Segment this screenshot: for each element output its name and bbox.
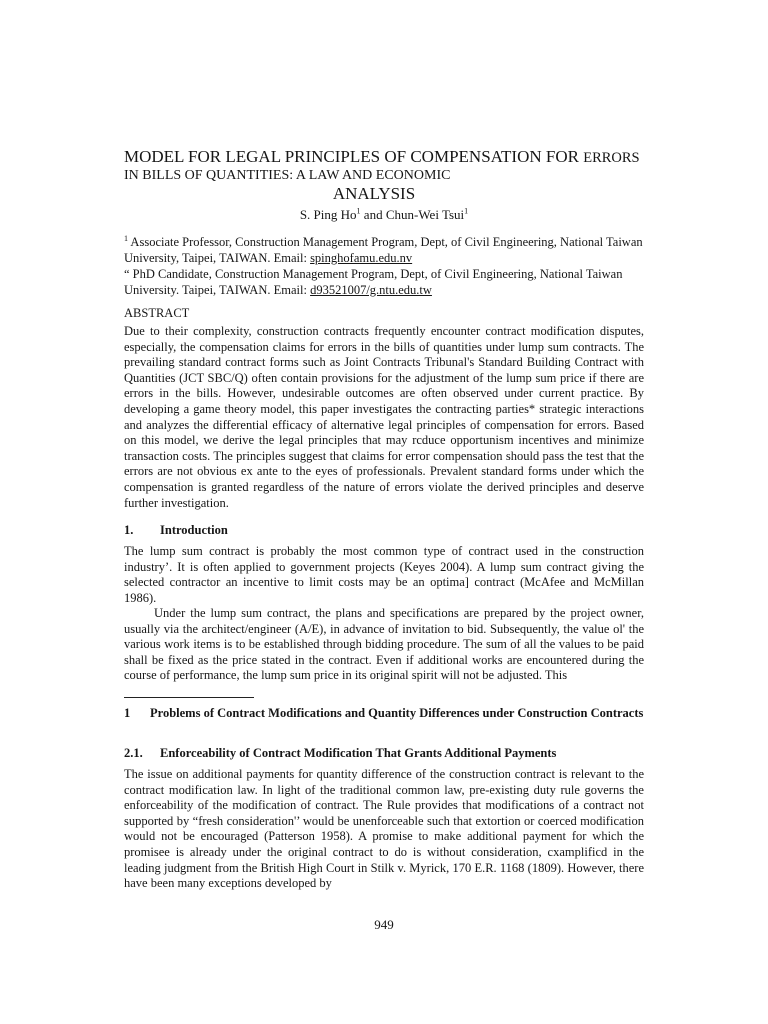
page-number: 949 — [374, 917, 394, 932]
section-1-number: 1. — [124, 523, 134, 537]
author-joiner: and — [360, 207, 386, 222]
title-line-1-main: MODEL FOR LEGAL PRINCIPLES OF COMPENSATION FOR — [124, 147, 579, 166]
section-1-paragraph-2: Under the lump sum contract, the plans and specifications are prepared by the project owner, usually via the architect/engineer (A/E), in advance of invitation to bid. Subsequently, the value ol' the various work items is to be established through bidding procedure. The sum of all the values to be paid shall be fixed as the price stated in the contract. Even if additional works are encountered during the course of performance, the lump sum price in its original spirit will not be adjusted. This — [124, 606, 644, 683]
abstract-text: Due to their complexity, construction contracts frequently encounter contract modification disputes, especially, the compensation claims for errors in the bills of quantities under lump sum contracts. The prevailing standard contract forms such as Joint Contracts Tribunal's Standard Building Contract with Quantities (JCT SBC/Q) often contain provisions for the adjustment of the lump sum price if there are errors in the bills. However, undesirable outcomes are often observed under current practice. By developing a game theory model, this paper investigates the contracting parties* strategic interactions and analyzes the differential efficacy of alternative legal principles of compensation for errors. Based on this model, we derive the legal principles that may rcduce opportunism incentives and minimize transaction costs. The principles suggest that claims for error compensation should pass the test that the errors are not obvious ex ante to the eyes of professionals. Prevalent standard forms under which the compensation is granted regardless of the nature of errors violate the derived principles and deserve further investigation. — [124, 324, 644, 510]
affiliation-2 — [124, 266, 644, 298]
affiliation-2-text: “ PhD Candidate, Construction Management Program, Dept, of Civil Engineering, National Taiwan University. Taipei, TAIWAN. Email: — [124, 267, 623, 297]
paper-title — [124, 147, 664, 203]
author-1: S. Ping Ho — [299, 207, 357, 222]
affiliation-1-superscript: 1 — [124, 233, 128, 243]
abstract-heading: ABSTRACT — [124, 306, 190, 320]
section-2-1-title: Enforceability of Contract Modification That Grants Additional Payments — [160, 746, 557, 760]
title-line-1-small: ERRORS — [583, 150, 640, 166]
footnote-separator — [124, 697, 254, 698]
title-line-1 — [124, 147, 664, 168]
affiliation-1-text: Associate Professor, Construction Management Program, Dept, of Civil Engineering, National Taiwan University, Taipei, TAIWAN. Email: — [124, 235, 643, 265]
footnote-number: 1 — [124, 706, 131, 720]
author-line — [0, 207, 768, 223]
affiliation-1 — [124, 234, 644, 266]
section-2-1-number: 2.1. — [124, 746, 143, 760]
title-line-2: IN BILLS OF QUANTITIES: A LAW AND ECONOMIC — [124, 168, 451, 183]
author-2: Chun-Wei Tsui — [385, 207, 465, 222]
section-1-paragraph-1: The lump sum contract is probably the most common type of contract used in the construction industry’. It is often applied to government projects (Keyes 2004). A lump sum contract giving the selected contractor an incentive to limit costs may be an optima] contract (McAfee and McMillan 1986). — [124, 544, 644, 605]
section-2-1-paragraph: The issue on additional payments for quantity difference of the construction contract is relevant to the contract modification law. In light of the traditional common law, pre-existing duty rule governs the enforceability of the modification of contract. The Rule provides that modifications of a contract not supported by “fresh consideration'’ would be unenforceable such that extortion or coerced modification would not be encouraged (Patterson 1958). A promise to make additional payment for which the promisee is already under the original contract to do is without consideration, cxamplificd in the leading judgment from the British High Court in Stilk v. Myrick, 170 E.R. 1168 (1809). However, there have been many exceptions developed by — [124, 767, 644, 891]
author-2-superscript: 1 — [464, 206, 469, 216]
footnote-heading — [124, 705, 644, 721]
affiliation-1-email[interactable]: spinghofamu.edu.nv — [310, 251, 413, 265]
title-line-3: ANALYSIS — [332, 184, 416, 203]
section-1-heading — [124, 523, 644, 538]
section-2-1-heading — [124, 746, 644, 761]
author-1-superscript: 1 — [356, 206, 361, 216]
footnote-text: Problems of Contract Modifications and Quantity Differences under Construction Contracts — [150, 706, 644, 720]
section-1-title: Introduction — [160, 523, 228, 537]
affiliation-2-email[interactable]: d93521007/g.ntu.edu.tw — [310, 283, 432, 297]
